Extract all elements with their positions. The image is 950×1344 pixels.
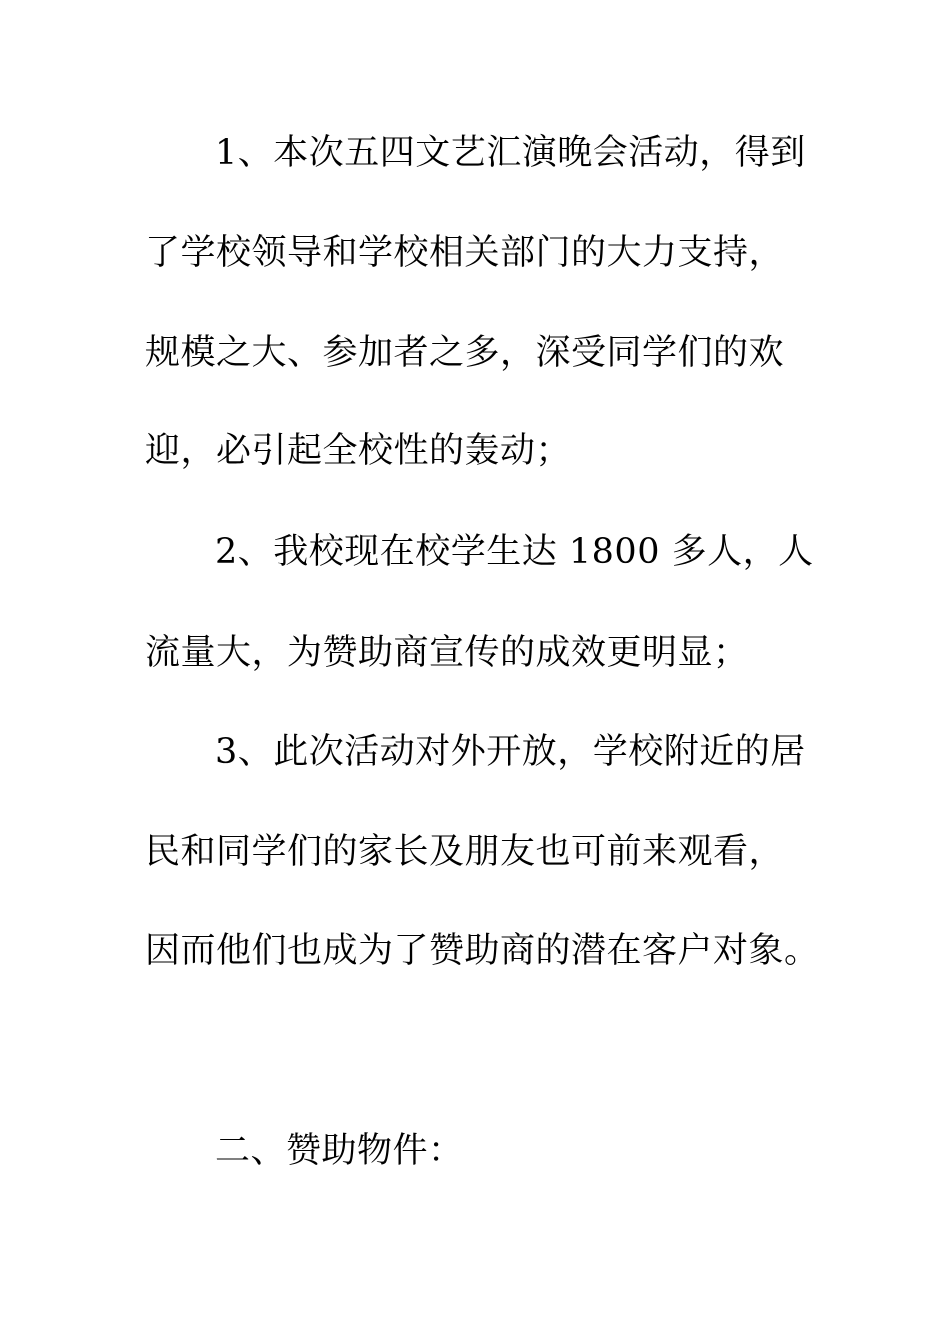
paragraph-3-line-2: 民和同学们的家长及朋友也可前来观看， bbox=[145, 832, 785, 872]
paragraph-1-line-1: 1、本次五四文艺汇演晚会活动，得到 bbox=[215, 133, 806, 173]
paragraph-3-line-1: 3、此次活动对外开放，学校附近的居 bbox=[215, 732, 806, 772]
paragraph-2-line-2: 流量大，为赞助商宣传的成效更明显； bbox=[145, 633, 749, 673]
paragraph-3-line-3: 因而他们也成为了赞助商的潜在客户对象。 bbox=[145, 931, 820, 971]
paragraph-1-line-3: 规模之大、参加者之多，深受同学们的欢 bbox=[145, 333, 785, 373]
paragraph-1-line-4: 迎，必引起全校性的轰动； bbox=[145, 431, 572, 471]
section-heading: 二、赞助物件： bbox=[215, 1131, 464, 1171]
paragraph-2-line-1: 2、我校现在校学生达 1800 多人，人 bbox=[215, 532, 814, 572]
paragraph-1-line-2: 了学校领导和学校相关部门的大力支持， bbox=[145, 233, 785, 273]
